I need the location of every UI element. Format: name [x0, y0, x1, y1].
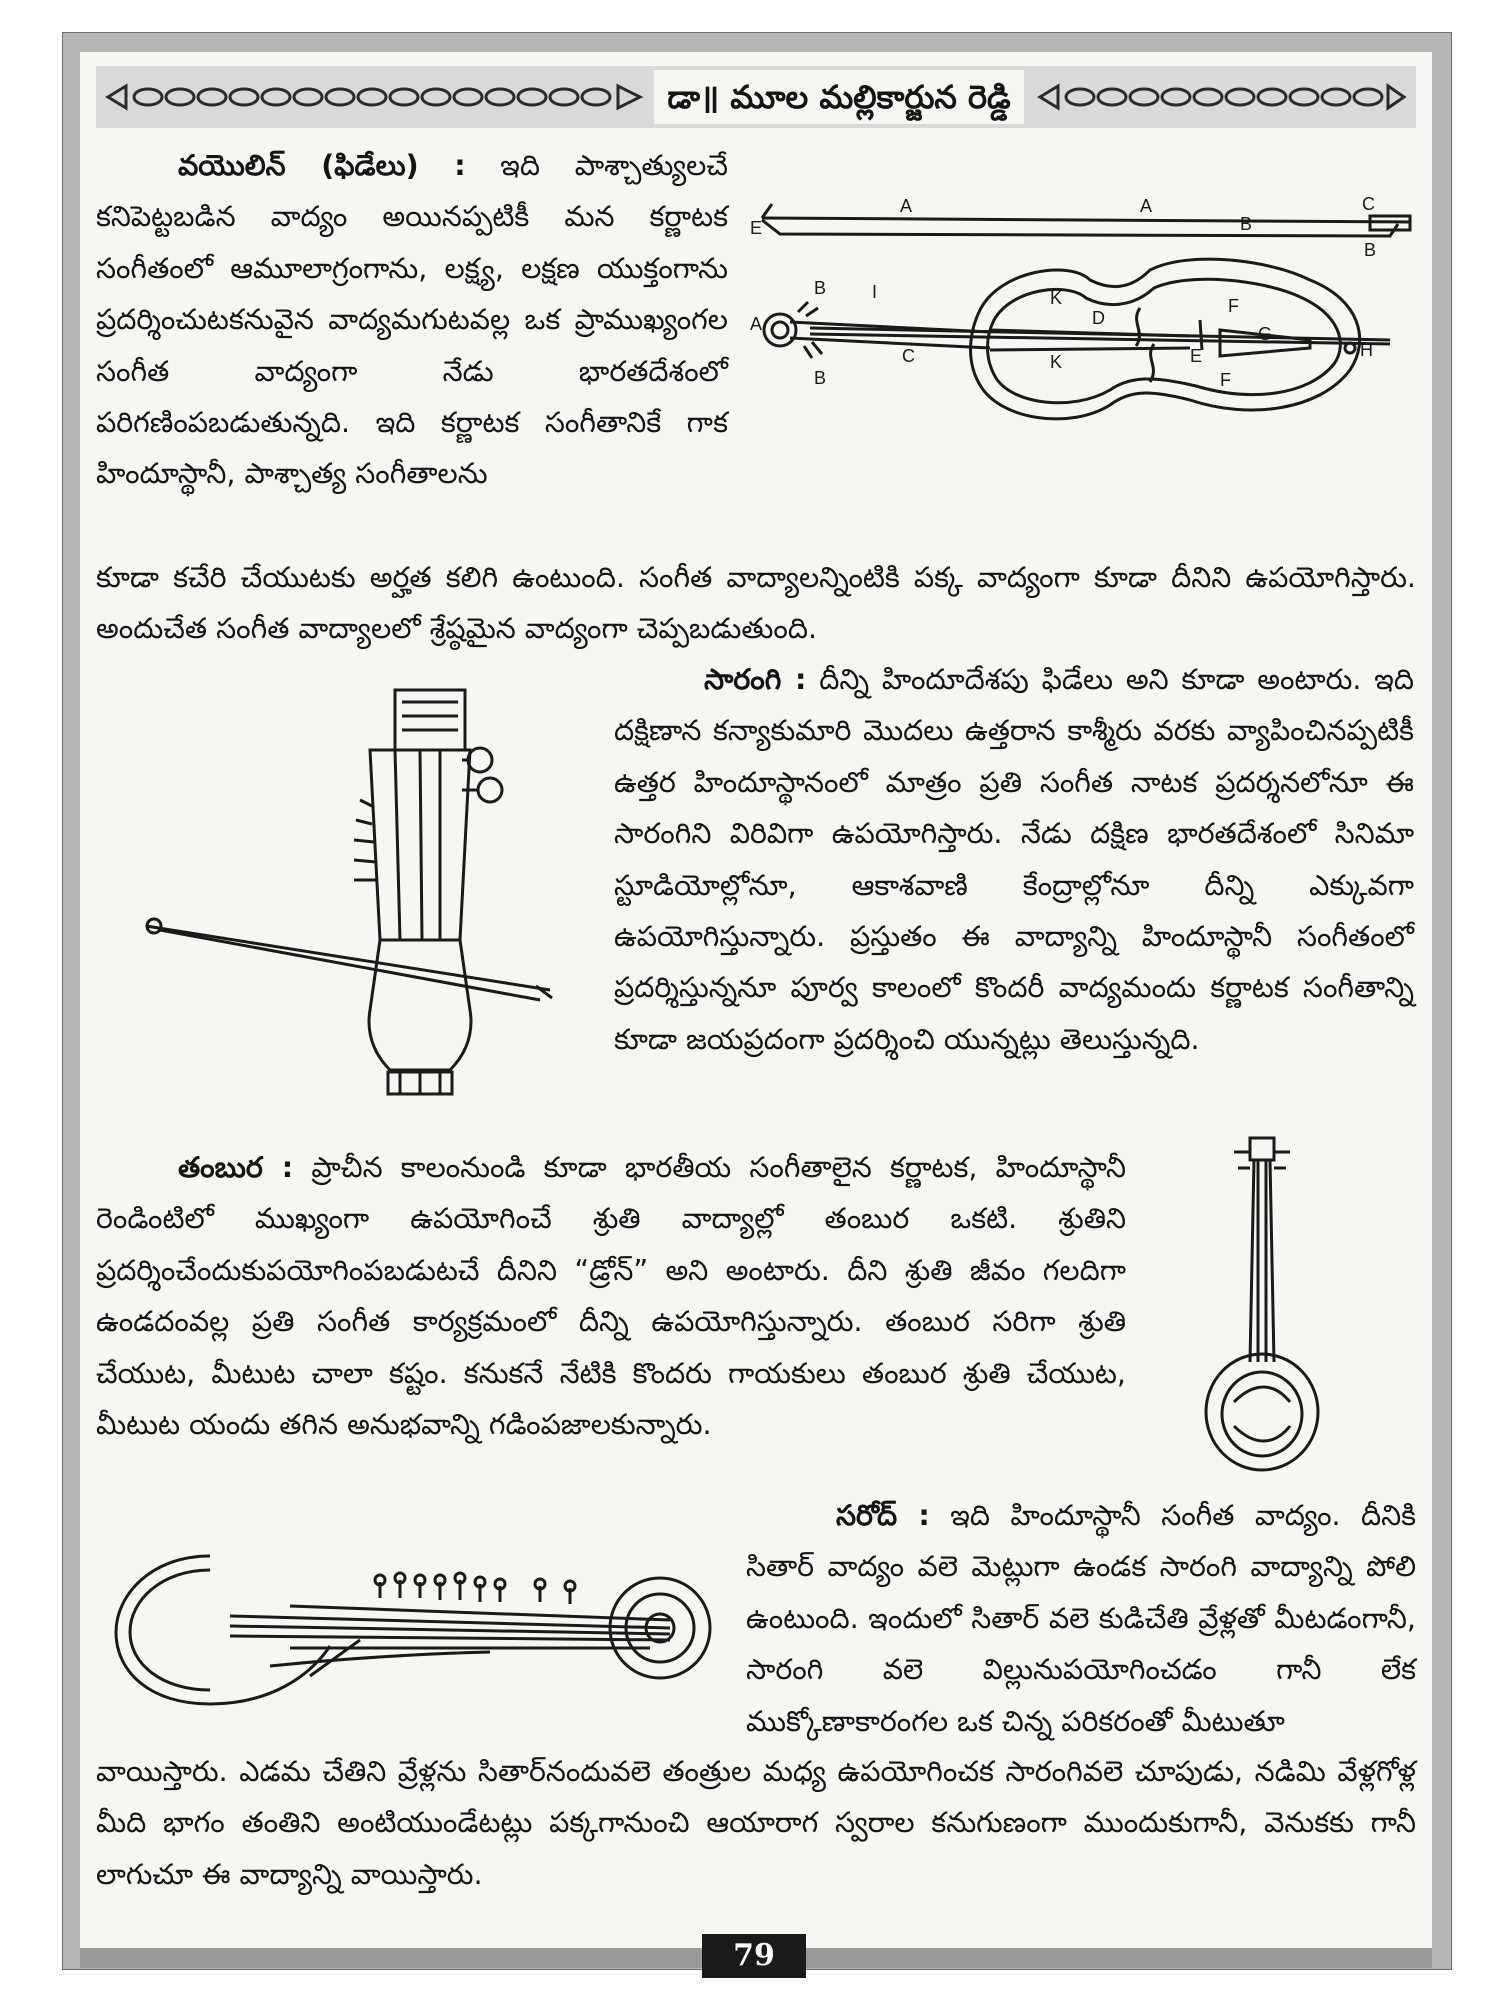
- violin-label-b: B: [814, 278, 827, 298]
- violin-label-c: C: [1362, 194, 1375, 214]
- sarod-illustration: [110, 1536, 730, 1716]
- violin-label-e: E: [750, 218, 763, 238]
- violin-text: ఇది పాశ్చాత్యులచే కనిపెట్టబడిన వాద్యం అయినప్పటికీ మన కర్ణాటక సంగీతంలో ఆమూలాగ్రంగాను, లక్ష్య, లక్షణ యుక్తంగాను ప్రదర్శించుటకనువైన వాద్యమగుటవల్ల ఒక ప్రాముఖ్యంగల సంగీత వాద్యంగా నేడు భారతదేశంలో పరిగణింపబడుతున్నది. ఇది కర్ణాటక సంగీతానికే గాక హిందూస్థానీ, పాశ్చాత్య సంగీతాలను: [96, 149, 729, 491]
- header-ornament-right: [1036, 80, 1408, 114]
- violin-paragraph: [96, 140, 728, 500]
- violin-text-continued: కూడా కచేరి చేయుటకు అర్హత కలిగి ఉంటుంది. సంగీత వాద్యాలన్నింటికి పక్క వాద్యంగా కూడా దీనిని ఉపయోగిస్తారు. అందుచేత సంగీత వాద్యాలలో శ్రేష్ఠమైన వాద్యంగా చెప్పబడుతుంది.: [96, 561, 1416, 646]
- violin-paragraph-continued: [96, 552, 1416, 655]
- running-header: [96, 66, 1416, 128]
- sarod-paragraph: [746, 1490, 1416, 1747]
- violin-label-g: G: [1258, 324, 1273, 344]
- violin-heading: వయొలిన్ (ఫిడేలు) :: [178, 149, 466, 182]
- violin-label-k: K: [1050, 288, 1063, 308]
- sarod-text-continued: వాయిస్తారు. ఎడమ చేతిని వ్రేళ్లను సితార్‌నందువలె తంత్రుల మధ్య ఉపయోగించక సారంగివలె చూపుడు, నడిమి వేళ్లగోళ్ల మీది భాగం తంతిని అంటియుండేటట్లు పక్కగానుంచి ఆయారాగ స్వరాల కనుగుణంగా ముందుకుగానీ, వెనుకకు గానీ లాగుచూ ఈ వాద్యాన్ని వాయిస్తారు.: [96, 1755, 1416, 1891]
- violin-label-d: D: [1092, 308, 1105, 328]
- tambura-illustration: [1194, 1132, 1334, 1482]
- violin-label-b: B: [1364, 240, 1377, 260]
- sarangi-heading: సారంగి :: [704, 663, 807, 696]
- sarod-text: ఇది హిందూస్థానీ సంగీత వాద్యం. దీనికి సితార్ వాద్యం వలె మెట్లుగా ఉండక సారంగి వాద్యాన్ని పోలి ఉంటుంది. ఇందులో సితార్ వలె కుడిచేతి వ్రేళ్లతో మీటడంగానీ, సారంగి వలె విల్లునుపయోగించడం గానీ లేక ముక్కోణాకారంగల ఒక చిన్న పరికరంతో మీటుతూ: [746, 1499, 1417, 1738]
- header-author-name: డా॥ మూల మల్లికార్జున రెడ్డి: [654, 70, 1024, 124]
- violin-label-a: A: [750, 314, 763, 334]
- header-ornament-left: [104, 80, 644, 114]
- sarod-heading: సరోద్ :: [836, 1499, 930, 1532]
- violin-label-h: H: [1360, 340, 1373, 360]
- sarangi-text: దీన్ని హిందూదేశపు ఫిడేలు అని కూడా అంటారు. ఇది దక్షిణాన కన్యాకుమారి మొదలు ఉత్తరాన కాశ్మీరు వరకు వ్యాపించినప్పటికీ ఉత్తర హిందూస్థానంలో మాత్రం ప్రతి సంగీత నాటక ప్రదర్శనలోనూ ఈ సారంగిని విరివిగా ఉపయోగిస్తారు. నేడు దక్షిణ భారతదేశంలో సినిమా స్టూడియోల్లోనూ, ఆకాశవాణి కేంద్రాల్లోనూ దీన్ని ఎక్కువగా ఉపయోగిస్తున్నారు. ప్రస్తుతం ఈ వాద్యాన్ని హిందూస్థానీ సంగీతంలో ప్రదర్శిస్తున్ననూ పూర్వ కాలంలో కొందరీ వాద్యమందు కర్ణాటక సంగీతాన్ని కూడా జయప్రదంగా ప్రదర్శించి యున్నట్లు తెలుస్తున్నది.: [614, 663, 1414, 1056]
- violin-label-a: A: [1140, 196, 1153, 216]
- sarangi-paragraph: [614, 654, 1414, 1065]
- violin-label-b: B: [814, 368, 827, 388]
- tambura-text: ప్రాచీన కాలంనుండి కూడా భారతీయ సంగీతాలైన కర్ణాటక, హిందూస్థానీ రెండింటిలో ముఖ్యంగా ఉపయోగించే శ్రుతి వాద్యాల్లో తంబుర ఒకటి. శ్రుతిని ప్రదర్శించేందుకుపయోగింపబడుటచే దీనిని “డ్రోన్” అని అంటారు. దీని శ్రుతి జీవం గలదిగా ఉండదంవల్ల ప్రతి సంగీత కార్యక్రమంలో దీన్ని ఉపయోగిస్తున్నారు. తంబుర సరిగా శ్రుతి చేయుట, మీటుట చాలా కష్టం. కనుకనే నేటికి కొందరు గాయకులు తంబుర శ్రుతి చేయుట, మీటుట యందు తగిన అనుభవాన్ని గడింపజాలకున్నారు.: [96, 1151, 1126, 1442]
- violin-label-b: B: [1240, 214, 1253, 234]
- violin-label-e: E: [1190, 346, 1203, 366]
- violin-label-c: C: [902, 346, 915, 366]
- tambura-paragraph: [96, 1142, 1126, 1450]
- violin-label-i: I: [872, 282, 878, 302]
- tambura-heading: తంబుర :: [178, 1151, 294, 1184]
- violin-label-f: F: [1228, 296, 1239, 316]
- violin-illustration: [750, 190, 1422, 440]
- sarangi-illustration: [140, 680, 560, 1100]
- page-number: 79: [702, 1934, 806, 1978]
- violin-label-k: K: [1050, 352, 1063, 372]
- violin-label-a: A: [900, 196, 913, 216]
- violin-label-f: F: [1220, 370, 1231, 390]
- sarod-paragraph-continued: [96, 1746, 1416, 1900]
